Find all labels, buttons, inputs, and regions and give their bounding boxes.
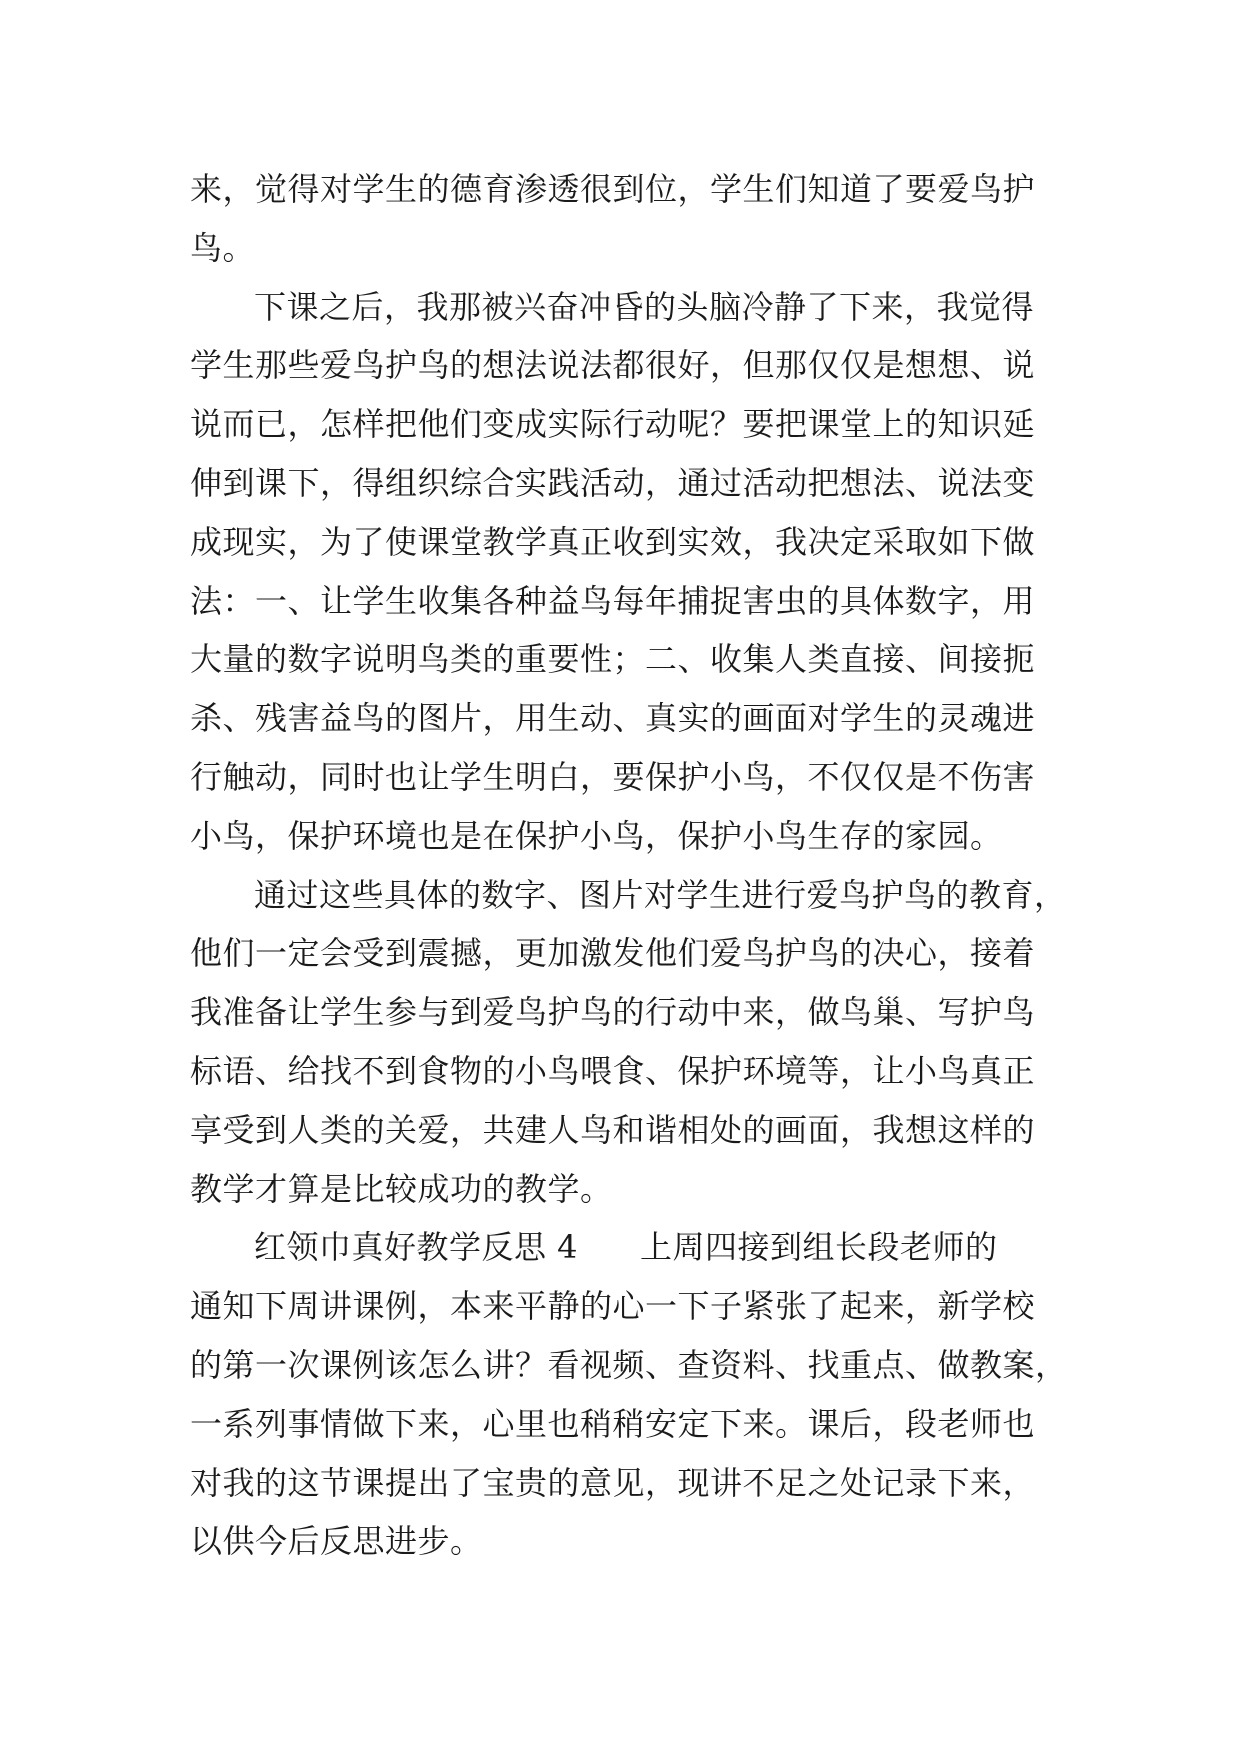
text-line: 学生那些爱鸟护鸟的想法说法都很好，但那仅仅是想想、说 [190, 346, 1036, 385]
text-line: 行触动，同时也让学生明白，要保护小鸟，不仅仅是不伤害 [190, 757, 1036, 796]
text-line: 通知下周讲课例，本来平静的心一下子紧张了起来，新学校 [190, 1287, 1036, 1326]
text-line: 教学才算是比较成功的教学。 [190, 1169, 613, 1208]
document-body [190, 160, 1068, 1571]
paragraph-1 [190, 160, 1050, 278]
text-span: 上周四接到组长段老师的 [640, 1228, 998, 1267]
paragraph-2 [190, 278, 1050, 866]
text-line: 以供今后反思进步。 [190, 1522, 483, 1561]
paragraph-4 [190, 1218, 1068, 1571]
text-line: 来，觉得对学生的德育渗透很到位，学生们知道了要爱鸟护 [190, 170, 1036, 208]
text-line: 杀、残害益鸟的图片，用生动、真实的画面对学生的灵魂进 [190, 699, 1036, 738]
text-line: 鸟。 [190, 228, 256, 267]
text-line: 我准备让学生参与到爱鸟护鸟的行动中来，做鸟巢、写护鸟 [190, 993, 1036, 1032]
text-line: 成现实，为了使课堂教学真正收到实效，我决定采取如下做 [190, 522, 1036, 561]
text-line: 小鸟，保护环境也是在保护小鸟，保护小鸟生存的家园。 [190, 816, 1003, 855]
text-line: 通过这些具体的数字、图片对学生进行爱鸟护鸟的教育， [254, 875, 1067, 914]
text-line [190, 1218, 1050, 1277]
text-line: 伸到课下，得组织综合实践活动，通过活动把想法、说法变 [190, 463, 1036, 502]
text-line: 法：一、让学生收集各种益鸟每年捕捉害虫的具体数字，用 [190, 581, 1036, 620]
text-line: 大量的数字说明鸟类的重要性；二、收集人类直接、间接扼 [190, 640, 1036, 679]
text-line: 享受到人类的关爱，共建人鸟和谐相处的画面，我想这样的 [190, 1110, 1036, 1149]
text-line: 下课之后，我那被兴奋冲昏的头脑冷静了下来，我觉得 [254, 287, 1035, 326]
text-line: 的第一次课例该怎么讲？看视频、查资料、找重点、做教案， [190, 1345, 1068, 1384]
section-heading: 红领巾真好教学反思 4 [254, 1228, 579, 1267]
text-line: 他们一定会受到震撼，更加激发他们爱鸟护鸟的决心，接着 [190, 934, 1036, 973]
text-line: 标语、给找不到食物的小鸟喂食、保护环境等，让小鸟真正 [190, 1051, 1036, 1090]
text-line: 说而已，怎样把他们变成实际行动呢？要把课堂上的知识延 [190, 405, 1036, 444]
text-line: 一系列事情做下来，心里也稍稍安定下来。课后，段老师也 [190, 1404, 1036, 1443]
text-line: 对我的这节课提出了宝贵的意见，现讲不足之处记录下来， [190, 1463, 1036, 1502]
paragraph-3 [190, 866, 1067, 1219]
